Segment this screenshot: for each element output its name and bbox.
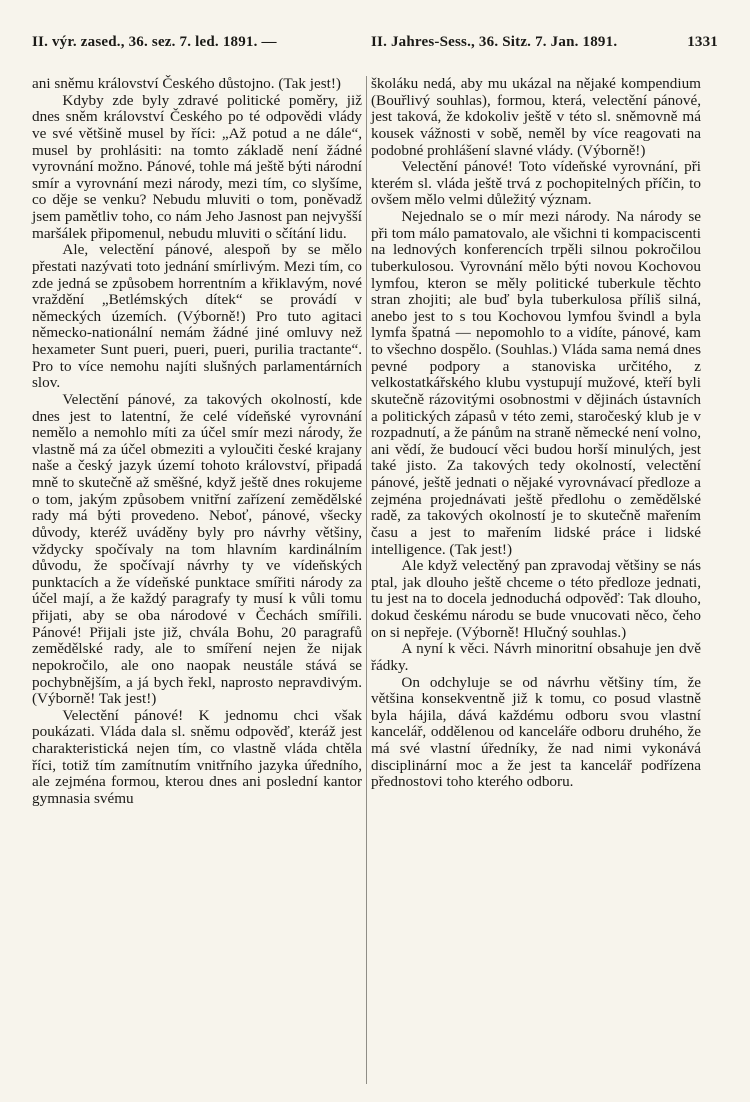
- page-number: 1331: [687, 34, 718, 50]
- paragraph: Nejednalo se o mír mezi národy. Na národy se při tom málo pamatovalo, ale všichni ti kompaciscenti na lednových konferencích trpěli silnou pokročilou tuberkulosou. Vyrovnání mělo býti novou Kochovou lymfou, kteron se měly politické tuberkule těchto stran zhojiti; ale buď byla tuberkulosa příliš silná, anebo jest to s tou Kochovou lymfou švindl a byla lymfa špatná — nepomohlo to a vidíte, pánové, kam to všechno dospělo. (Souhlas.) Vláda sama nemá dnes pevné podpory a stanoviska určitého, z velkostatkářského klubu vystupují mužové, kteří byli skutečně rázovitými osobnostmi v dějinách ústavních a politických zápasů v této zemi, staročeský klub je v rozpadnutí, a že pánům na straně německé není volno, ani vědí, že budoucí věci budou horší minulých, jest také jisto. Za takových tedy okolností, velectění pánové, ještě jednati o nějaké vyrovnávací předloze a zejména projednávati ještě předlohu o zemědělské radě, za takových okolností je to skutečně mařením času a jest to mařením lidské práce i lidské intelligence. (Tak jest!): [371, 208, 701, 558]
- column-divider: [366, 76, 367, 1084]
- header-german: II. Jahres-Sess., 36. Sitz. 7. Jan. 1891.: [371, 34, 618, 50]
- paragraph: Kdyby zde byly zdravé politické poměry, již dnes sněm království Českého po té odpovědi vlády ve své většině musel by říci: „Až potud a ne dále“, musel by prohlásiti: na tomto základě není žádné vyrovnání možno. Pánové, tohle má ještě býti národní smír a vyrovnání mezi národy, mezi tím, co slyšíme, co děje se venku? Nebudu mluviti o tom, poněvadž jsem pamětliv toho, co nám Jeho Jasnost pan nejvyšší maršálek připomenul, nebudu mluviti o sčítání lidu.: [32, 91, 362, 242]
- paragraph: ani sněmu království Českého důstojno. (Tak jest!): [32, 75, 341, 92]
- paragraph: Velectění pánové, za takových okolností, kde dnes jest to latentní, že celé vídeňské vyrovnání nemělo a nemohlo míti za účel smír mezi národy, že vlastně má za účel obmeziti a vyloučiti české krajany naše a český jazyk území tohoto království, připadá mně to skutečně až směšné, když ještě dnes rokujeme o tom, jakým způsobem vnitřní zařízení zemědělské rady má býti provedeno. Neboť, pánové, všecky důvody, kteréž uváděny byly pro návrhy většiny, vždycky spočívaly na tom hlavním kardinálním důvodu, že spočívají návrhy ty ve vídeňských punktacích a že vídeňské punktace smířiti národy za účel mají, a že každý paragrafy ty musí k vůli tomu přijati, aby se oba národové v Čechách smířili. Pánové! Přijali jste již, chvála Bohu, 20 paragrafů zemědělské rady, ale to smíření nejen že nijak nepokročilo, ale ono naopak neustále stává se pochybnějším, a já bych řekl, naprosto nepravdivým. (Výborně! Tak jest!): [32, 390, 362, 708]
- paragraph: Ale když velectěný pan zpravodaj většiny se nás ptal, jak dlouho ještě chceme o této předloze jednati, tu jest na to docela jednoduchá odpověď: Tak dlouho, dokud českému národu se bude vnucovati něco, čeho on si nepřeje. (Výborně! Hlučný souhlas.): [371, 557, 701, 641]
- paragraph: Velectění pánové! Toto vídeňské vyrovnání, při kterém sl. vláda ještě trvá z pochopitelných příčin, to ovšem mělo velmi důležitý význam.: [371, 158, 701, 209]
- right-column: [371, 76, 701, 791]
- paragraph: A nyní k věci. Návrh minoritní obsahuje jen dvě řádky.: [371, 640, 701, 674]
- page-header: [32, 34, 718, 58]
- left-column: [32, 76, 362, 808]
- paragraph: školáku nedá, aby mu ukázal na nějaké kompendium (Bouřlivý souhlas), formou, která, velectění pánové, jest taková, že kdokoliv ještě v této sl. sněmovně má kousek vážnosti v sobě, neměl by více reagovati na podobné prohlášení slavné vlády. (Výborně!): [371, 75, 701, 159]
- paragraph: Ale, velectění pánové, alespoň by se mělo přestati nazývati toto jednání smírlivým. Mezi tím, co zde jedná se způsobem horrentním a křiklavým, nové vraždění „Betlémských dítek“ se provádí v německých územích. (Výborně!) Pro tuto agitaci německo-nationální nemám žádné jiné omluvy než hexameter Sunt pueri, pueri, pueri, purilia tractante“. Pro to více nemohu najíti slušných parlamentárních slov.: [32, 241, 362, 392]
- paragraph: Velectění pánové! K jednomu chci však poukázati. Vláda dala sl. sněmu odpověď, kteráž jest charakteristická nejen tím, co vlastně vláda chtěla říci, totiž tím zamítnutím vnitřního jazyka úředního, ale zejména formou, kterou dnes ani poslední kantor gymnasia svému: [32, 706, 362, 807]
- paragraph: On odchyluje se od návrhu většiny tím, že většina konsekventně již k tomu, co posud vlastně byla hájila, dává každému odboru svou vlastní kancelář, oddělenou od kanceláře odboru druhého, že má své vlastní úředníky, že nad nimi vykonává disciplinární moc a že jest ta kancelář podřízena přednostovi toho kterého odboru.: [371, 673, 701, 791]
- header-czech: II. výr. zased., 36. sez. 7. led. 1891. —: [32, 34, 277, 50]
